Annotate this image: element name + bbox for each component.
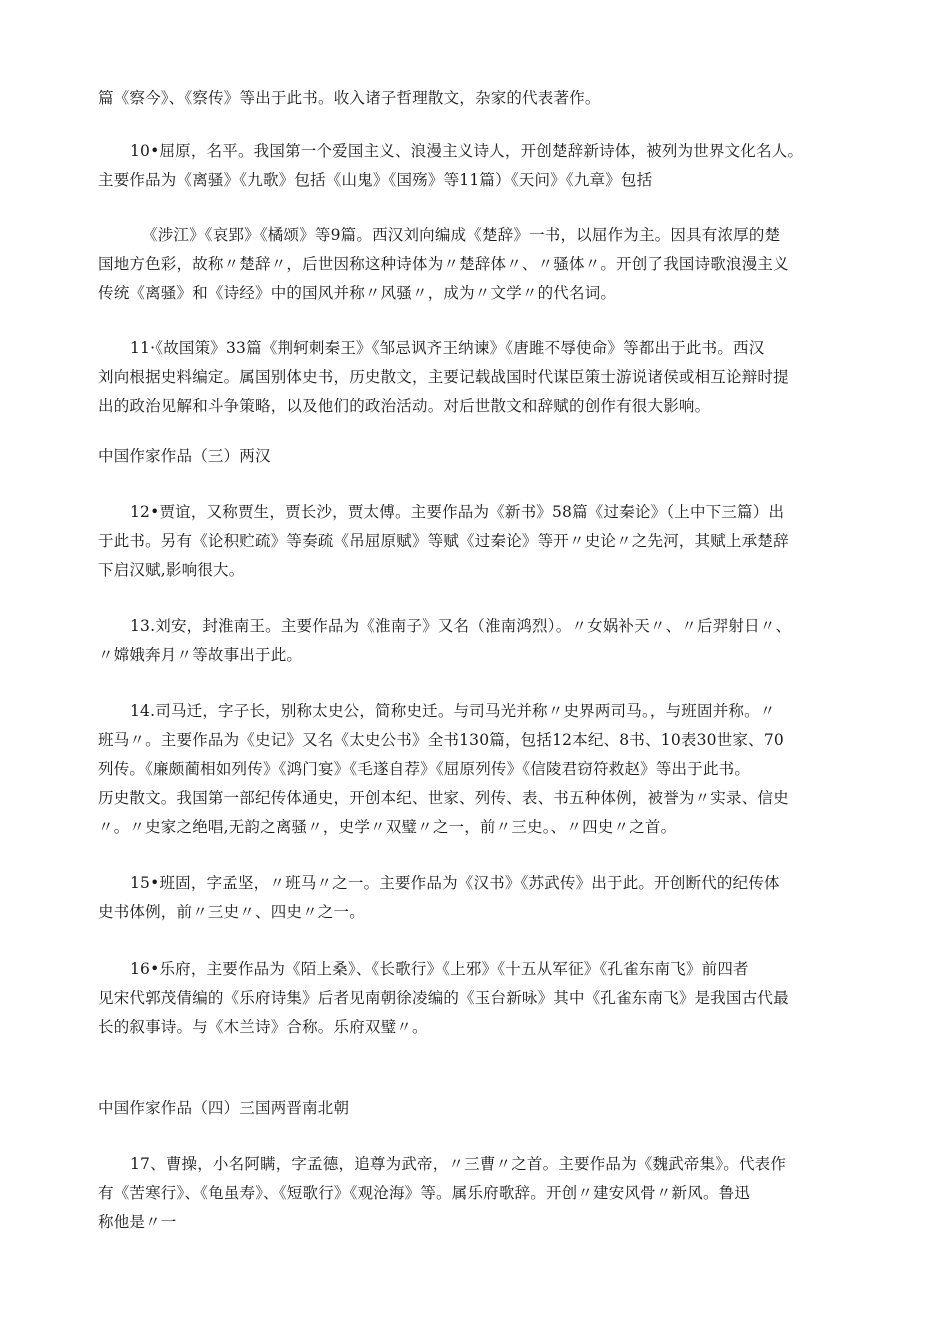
text-line: 国地方色彩，故称〃楚辞〃，后世因称这种诗体为〃楚辞体〃、〃骚体〃。开创了我国诗歌浪漫主义 [98,255,789,273]
text-line: 传统《离骚》和《诗经》中的国风并称〃风骚〃，成为〃文学〃的代名词。 [98,284,617,302]
text-line: 有《苦寒行》、《龟虽寿》、《短歌行》《观沧海》等。属乐府歌辞。开创〃建安风骨〃新风。鲁迅 [98,1184,751,1202]
paragraph-zhanguoce [98,334,856,421]
text-line: 主要作品为《离骚》《九歌》包括《山鬼》《国殇》等11篇）《天问》《九章》包括 [98,171,653,189]
text-line: 刘向根据史料编定。属国别体史书，历史散文，主要记载战国时代谋臣策士游说诸侯或相互论辩时提 [98,368,789,386]
text-line: 《涉江》《哀郢》《橘颂》等9篇。西汉刘向编成《楚辞》一书，以屈作为主。因具有浓厚的楚 [142,226,781,244]
text-line: 10•屈原，名平。我国第一个爱国主义、浪漫主义诗人，开创楚辞新诗体，被列为世界文化名人。 [130,142,804,160]
paragraph-yuefu [98,955,856,1042]
text-line: 〃嫦娥奔月〃等故事出于此。 [98,646,303,664]
text-line: 17、曹操，小名阿瞒，字孟德，追尊为武帝，〃三曹〃之首。主要作品为《魏武帝集》。代表作 [130,1155,787,1173]
text-line: 历史散文。我国第一部纪传体通史，开创本纪、世家、列传、表、书五种体例，被誉为〃实录、信史 [98,789,789,807]
section-heading: 中国作家作品（四）三国两晋南北朝 [98,1099,350,1117]
text-line: 11·《故国策》33篇《荆轲刺秦王》《邹忌讽齐王纳谏》《唐雎不辱使命》等都出于此书。西汉 [130,339,765,357]
text-line: 15•班固，字孟坚，〃班马〃之一。主要作品为《汉书》《苏武传》出于此。开创断代的纪传体 [130,874,780,892]
text-line: 班马〃。主要作品为《史记》又名《太史公书》全书130篇，包括12本纪、8书、10表30世家、70 [98,731,784,749]
paragraph-liu-an [98,612,856,670]
section-heading-han [98,442,856,471]
paragraph-qu-yuan [98,137,856,195]
text-line: 12•贾谊，又称贾生，贾长沙，贾太傅。主要作品为《新书》58篇《过秦论》（上中下三篇）出 [130,503,785,521]
section-heading: 中国作家作品（三）两汉 [98,447,271,465]
text-line: 16•乐府，主要作品为《陌上桑》、《长歌行》《上邪》《十五从军征》《孔雀东南飞》前四者 [130,960,749,978]
text-line: 于此书。另有《论积贮疏》等奏疏《吊屈原赋》等赋《过秦论》等开〃史论〃之先河，其赋上承楚辞 [98,532,789,550]
text-line: 篇《察今》、《察传》等出于此书。收入诸子哲理散文，杂家的代表著作。 [98,89,601,107]
text-line: 14.司马迁，字子长，别称太史公，简称史迁。与司马光并称〃史界两司马。，与班固并称。〃 [130,702,776,720]
text-line: 见宋代郭茂倩编的《乐府诗集》后者见南朝徐凌编的《玉台新咏》其中《孔雀东南飞》是我国古代最 [98,989,789,1007]
text-line: 长的叙事诗。与《木兰诗》合称。乐府双璧〃。 [98,1018,428,1036]
paragraph-lushi-chunqiu-tail [98,84,856,113]
text-line: 13.刘安，封淮南王。主要作品为《淮南子》又名（淮南鸿烈）。〃女娲补天〃、〃后羿射日〃、 [130,617,792,635]
paragraph-chuci [98,221,856,308]
text-line: 列传。《廉颇蔺相如列传》《鸿门宴》《毛遂自荐》《屈原列传》《信陵君窃符救赵》等出于此书。 [98,760,751,778]
section-heading-three-kingdoms [98,1094,856,1123]
text-line: 出的政治见解和斗争策略，以及他们的政治活动。对后世散文和辞赋的创作有很大影响。 [98,397,711,415]
text-line: 下启汉赋,影响很大。 [98,561,245,579]
paragraph-jia-yi [98,498,856,585]
paragraph-cao-cao [98,1150,856,1237]
text-line: 史书体例，前〃三史〃、四史〃之一。 [98,903,365,921]
text-line: 称他是〃一 [98,1213,177,1231]
paragraph-sima-qian [98,697,856,842]
text-line: 〃。〃史家之绝唱,无韵之离骚〃，史学〃双璧〃之一，前〃三史。、〃四史〃之首。 [98,818,677,836]
paragraph-ban-gu [98,869,856,927]
